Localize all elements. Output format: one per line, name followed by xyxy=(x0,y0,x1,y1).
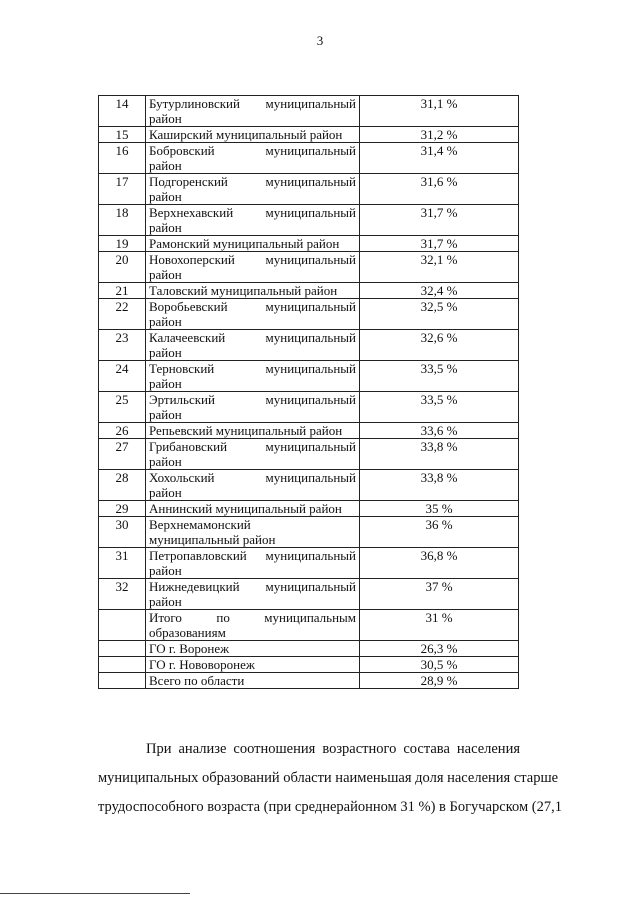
district-name xyxy=(146,127,360,143)
table-row xyxy=(99,299,519,330)
share-value: 28,9 % xyxy=(360,673,519,689)
district-name-line1: Таловский муниципальный район xyxy=(149,283,338,298)
district-name xyxy=(146,96,360,127)
district-name-line1: Хохольский муниципальный xyxy=(149,470,356,485)
table-row xyxy=(99,423,519,439)
share-value: 31,7 % xyxy=(360,205,519,236)
row-number: 23 xyxy=(99,330,146,361)
share-value: 31 % xyxy=(360,610,519,641)
district-name xyxy=(146,657,360,673)
table-row xyxy=(99,579,519,610)
table-row xyxy=(99,517,519,548)
district-name xyxy=(146,174,360,205)
share-value: 32,4 % xyxy=(360,283,519,299)
row-number: 31 xyxy=(99,548,146,579)
district-name xyxy=(146,517,360,548)
share-value: 36,8 % xyxy=(360,548,519,579)
district-name xyxy=(146,641,360,657)
district-name-line1: Аннинский муниципальный район xyxy=(149,501,342,516)
district-name-line2: образованиям xyxy=(149,625,226,640)
share-value: 33,5 % xyxy=(360,361,519,392)
share-value: 37 % xyxy=(360,579,519,610)
district-name-line2: район xyxy=(149,594,182,609)
table-row xyxy=(99,96,519,127)
district-name-line2: район xyxy=(149,407,182,422)
district-name-line1: Итого по муниципальным xyxy=(149,610,356,625)
district-name-line1: ГО г. Воронеж xyxy=(149,641,230,656)
district-name-line2: район xyxy=(149,314,182,329)
district-name xyxy=(146,423,360,439)
share-value: 32,1 % xyxy=(360,252,519,283)
district-name xyxy=(146,252,360,283)
row-number: 22 xyxy=(99,299,146,330)
district-name-line1: Грибановский муниципальный xyxy=(149,439,356,454)
share-value: 31,6 % xyxy=(360,174,519,205)
district-name xyxy=(146,236,360,252)
district-name-line1: Каширский муниципальный район xyxy=(149,127,343,142)
share-value: 30,5 % xyxy=(360,657,519,673)
table-row xyxy=(99,673,519,689)
share-value: 31,7 % xyxy=(360,236,519,252)
table-row xyxy=(99,548,519,579)
share-value: 33,8 % xyxy=(360,470,519,501)
district-name-line2: район xyxy=(149,345,182,360)
body-paragraph xyxy=(98,735,562,822)
row-number xyxy=(99,641,146,657)
district-name xyxy=(146,392,360,423)
district-name-line2: район xyxy=(149,376,182,391)
district-name-line1: Репьевский муниципальный район xyxy=(149,423,343,438)
table-row xyxy=(99,127,519,143)
table-row xyxy=(99,252,519,283)
row-number: 14 xyxy=(99,96,146,127)
row-number xyxy=(99,657,146,673)
row-number: 26 xyxy=(99,423,146,439)
district-name-line2: район xyxy=(149,485,182,500)
row-number: 20 xyxy=(99,252,146,283)
row-number: 21 xyxy=(99,283,146,299)
paragraph-line: При анализе соотношения возрастного состава населения xyxy=(146,741,520,757)
district-name-line1: Верхнемамонский xyxy=(149,517,251,532)
district-name xyxy=(146,673,360,689)
district-name xyxy=(146,361,360,392)
district-name-line1: Эртильский муниципальный xyxy=(149,392,356,407)
district-name-line1: Терновский муниципальный xyxy=(149,361,356,376)
row-number xyxy=(99,610,146,641)
table-row xyxy=(99,236,519,252)
share-value: 35 % xyxy=(360,501,519,517)
share-value: 32,6 % xyxy=(360,330,519,361)
district-name-line1: Нижнедевицкий муниципальный xyxy=(149,579,356,594)
district-name-line1: Калачеевский муниципальный xyxy=(149,330,356,345)
district-name xyxy=(146,579,360,610)
table-row xyxy=(99,610,519,641)
district-name xyxy=(146,283,360,299)
share-value: 33,8 % xyxy=(360,439,519,470)
table-row xyxy=(99,283,519,299)
district-name-line1: Всего по области xyxy=(149,673,245,688)
row-number: 30 xyxy=(99,517,146,548)
district-name-line1: Бобровский муниципальный xyxy=(149,143,356,158)
row-number: 28 xyxy=(99,470,146,501)
district-name-line1: Воробьевский муниципальный xyxy=(149,299,356,314)
district-name xyxy=(146,439,360,470)
table-row xyxy=(99,439,519,470)
row-number: 29 xyxy=(99,501,146,517)
district-name-line2: район xyxy=(149,220,182,235)
district-name xyxy=(146,330,360,361)
district-name-line2: район xyxy=(149,158,182,173)
table-row xyxy=(99,330,519,361)
table-row xyxy=(99,174,519,205)
statistics-table xyxy=(98,95,519,689)
row-number: 17 xyxy=(99,174,146,205)
district-name-line1: Новохоперский муниципальный xyxy=(149,252,356,267)
district-name xyxy=(146,610,360,641)
table-row xyxy=(99,501,519,517)
table-row xyxy=(99,641,519,657)
share-value: 33,6 % xyxy=(360,423,519,439)
district-name xyxy=(146,501,360,517)
district-name-line1: Подгоренский муниципальный xyxy=(149,174,356,189)
footer-rule xyxy=(0,893,190,894)
share-value: 31,4 % xyxy=(360,143,519,174)
district-name-line1: Бутурлиновский муниципальный xyxy=(149,96,356,111)
district-name xyxy=(146,470,360,501)
district-name xyxy=(146,205,360,236)
district-name-line2: район xyxy=(149,189,182,204)
row-number: 24 xyxy=(99,361,146,392)
table-row xyxy=(99,392,519,423)
row-number: 32 xyxy=(99,579,146,610)
row-number: 19 xyxy=(99,236,146,252)
share-value: 33,5 % xyxy=(360,392,519,423)
table-body xyxy=(99,96,519,689)
paragraph-line: трудоспособного возраста (при среднерайонном 31 %) в Богучарском (27,1 xyxy=(98,799,562,815)
table-row xyxy=(99,143,519,174)
district-name xyxy=(146,143,360,174)
table-row xyxy=(99,470,519,501)
district-name xyxy=(146,299,360,330)
table-row xyxy=(99,361,519,392)
district-name xyxy=(146,548,360,579)
district-name-line1: Рамонский муниципальный район xyxy=(149,236,340,251)
table-row xyxy=(99,205,519,236)
share-value: 31,1 % xyxy=(360,96,519,127)
district-name-line2: район xyxy=(149,267,182,282)
row-number: 25 xyxy=(99,392,146,423)
row-number: 16 xyxy=(99,143,146,174)
share-value: 36 % xyxy=(360,517,519,548)
share-value: 31,2 % xyxy=(360,127,519,143)
district-name-line1: ГО г. Нововоронеж xyxy=(149,657,255,672)
row-number: 15 xyxy=(99,127,146,143)
district-name-line2: район xyxy=(149,111,182,126)
row-number: 27 xyxy=(99,439,146,470)
district-name-line2: муниципальный район xyxy=(149,532,276,547)
share-value: 32,5 % xyxy=(360,299,519,330)
share-value: 26,3 % xyxy=(360,641,519,657)
district-name-line2: район xyxy=(149,454,182,469)
table-row xyxy=(99,657,519,673)
paragraph-line: муниципальных образований области наименьшая доля населения старше xyxy=(98,770,559,786)
district-name-line2: район xyxy=(149,563,182,578)
row-number xyxy=(99,673,146,689)
page-number: 3 xyxy=(316,33,324,48)
district-name-line1: Верхнехавский муниципальный xyxy=(149,205,356,220)
row-number: 18 xyxy=(99,205,146,236)
district-name-line1: Петропавловский муниципальный xyxy=(149,548,356,563)
